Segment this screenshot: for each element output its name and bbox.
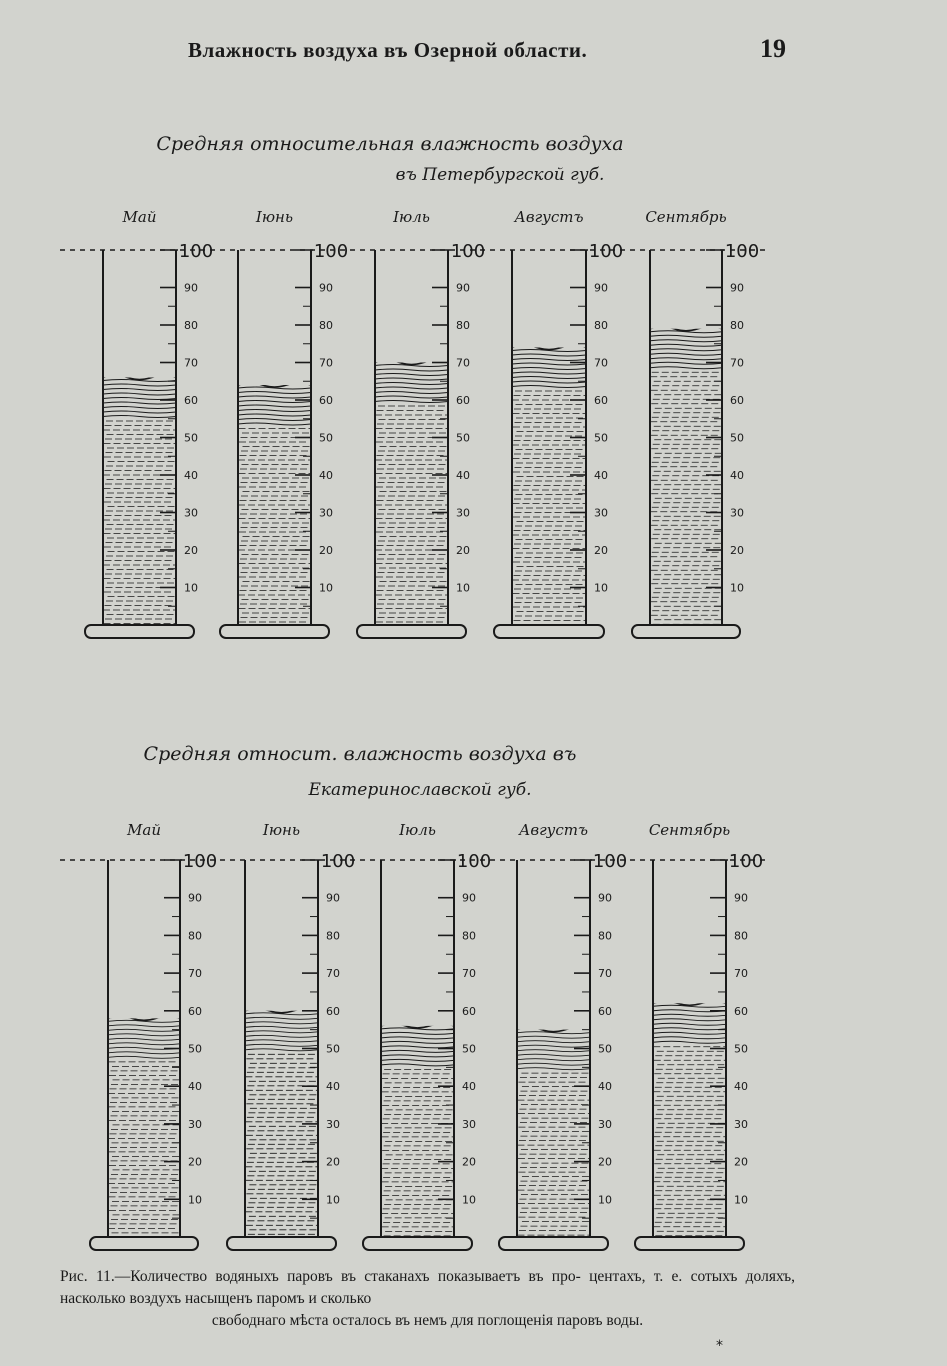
tick-label: 10 bbox=[188, 1193, 202, 1207]
cylinder-base bbox=[499, 1237, 608, 1250]
tick-label: 90 bbox=[326, 891, 340, 905]
caption-line-2: центахъ, т. е. сотыхъ доляхъ, насколько воздухъ насыщенъ паромъ и сколько bbox=[60, 1268, 796, 1307]
tick-label: 60 bbox=[326, 1004, 340, 1018]
tick-label: 30 bbox=[456, 506, 470, 520]
cylinder-1 bbox=[90, 821, 217, 1250]
tick-label: 60 bbox=[319, 394, 333, 407]
tick-label: 20 bbox=[188, 1155, 202, 1169]
tick-label: 60 bbox=[462, 1004, 476, 1018]
page-number: 19 bbox=[760, 34, 786, 63]
cylinder-2 bbox=[227, 821, 355, 1250]
tick-label: 10 bbox=[184, 581, 198, 595]
tick-label: 80 bbox=[456, 319, 470, 332]
tick-label: 80 bbox=[184, 319, 198, 332]
caption-line-3: свободнаго мѣста осталось въ немъ для поглощенія паровъ воды. bbox=[211, 1312, 644, 1329]
tick-label: 100 bbox=[588, 241, 624, 262]
tick-label: 80 bbox=[188, 929, 202, 943]
tick-label: 100 bbox=[178, 241, 214, 262]
tick-label: 30 bbox=[730, 506, 744, 520]
tick-label: 30 bbox=[734, 1117, 748, 1131]
cylinder-2 bbox=[220, 208, 348, 638]
tick-label: 90 bbox=[734, 891, 748, 905]
tick-label: 40 bbox=[456, 469, 470, 482]
liquid-bar bbox=[512, 346, 591, 621]
month-label: Августъ bbox=[519, 821, 588, 839]
tick-label: 50 bbox=[326, 1042, 340, 1056]
tick-label: 30 bbox=[326, 1117, 340, 1131]
tick-label: 50 bbox=[456, 431, 470, 445]
tick-label: 50 bbox=[462, 1042, 476, 1056]
cylinder-base bbox=[494, 625, 604, 638]
tick-label: 60 bbox=[734, 1004, 748, 1018]
tick-label: 40 bbox=[188, 1080, 202, 1094]
cylinder-3 bbox=[357, 208, 485, 638]
tick-label: 80 bbox=[734, 929, 748, 943]
liquid-bar bbox=[103, 376, 181, 624]
tick-label: 30 bbox=[598, 1117, 612, 1131]
cylinder-base bbox=[632, 625, 740, 638]
tick-label: 70 bbox=[734, 967, 748, 981]
cylinder-5 bbox=[632, 208, 759, 638]
tick-label: 100 bbox=[592, 851, 628, 872]
tick-label: 20 bbox=[456, 544, 470, 557]
cylinder-base bbox=[227, 1237, 336, 1250]
chart-title: Средняя относительная влажность воздуха bbox=[156, 133, 624, 155]
tick-label: 50 bbox=[598, 1042, 612, 1056]
tick-label: 30 bbox=[188, 1117, 202, 1131]
tick-label: 20 bbox=[326, 1155, 340, 1169]
tick-label: 60 bbox=[184, 394, 198, 407]
tick-label: 90 bbox=[462, 891, 476, 905]
tick-label: 40 bbox=[319, 469, 333, 482]
tick-label: 10 bbox=[319, 581, 333, 595]
chart-panel-1 bbox=[60, 133, 770, 638]
tick-label: 10 bbox=[598, 1193, 612, 1207]
month-label: Май bbox=[127, 821, 161, 839]
tick-label: 70 bbox=[326, 967, 340, 981]
tick-label: 70 bbox=[598, 967, 612, 981]
tick-label: 40 bbox=[594, 469, 608, 482]
tick-label: 20 bbox=[184, 544, 198, 557]
cylinder-base bbox=[220, 625, 329, 638]
tick-label: 40 bbox=[598, 1080, 612, 1094]
tick-label: 100 bbox=[182, 851, 218, 872]
figure-caption bbox=[60, 1266, 795, 1332]
month-label: Іюль bbox=[393, 208, 430, 226]
tick-label: 100 bbox=[728, 851, 764, 872]
tick-label: 50 bbox=[734, 1042, 748, 1056]
tick-label: 10 bbox=[326, 1193, 340, 1207]
tick-label: 60 bbox=[456, 394, 470, 407]
tick-label: 80 bbox=[594, 319, 608, 332]
cylinder-3 bbox=[363, 821, 491, 1250]
caption-line-1: Рис. 11.—Количество водяныхъ паровъ въ стаканахъ показываетъ въ про- bbox=[60, 1268, 581, 1285]
tick-label: 50 bbox=[319, 431, 333, 445]
tick-label: 60 bbox=[594, 394, 608, 407]
tick-label: 20 bbox=[734, 1155, 748, 1169]
tick-label: 50 bbox=[184, 431, 198, 445]
tick-label: 100 bbox=[724, 241, 760, 262]
tick-label: 100 bbox=[450, 241, 486, 262]
month-label: Іюль bbox=[399, 821, 436, 839]
tick-label: 70 bbox=[184, 356, 198, 370]
tick-label: 90 bbox=[319, 281, 333, 295]
cylinder-base bbox=[357, 625, 466, 638]
tick-label: 20 bbox=[594, 544, 608, 557]
tick-label: 70 bbox=[319, 356, 333, 370]
month-label: Августъ bbox=[514, 208, 584, 226]
tick-label: 80 bbox=[326, 929, 340, 943]
tick-label: 50 bbox=[730, 431, 744, 445]
tick-label: 40 bbox=[734, 1080, 748, 1094]
tick-label: 80 bbox=[730, 319, 744, 332]
month-label: Май bbox=[122, 208, 157, 226]
cylinder-5 bbox=[635, 821, 763, 1250]
tick-label: 100 bbox=[456, 851, 492, 872]
tick-label: 40 bbox=[184, 469, 198, 482]
month-label: Сентябрь bbox=[648, 821, 731, 839]
tick-label: 90 bbox=[188, 891, 202, 905]
tick-label: 40 bbox=[326, 1080, 340, 1094]
tick-label: 40 bbox=[730, 469, 744, 482]
tick-label: 20 bbox=[598, 1155, 612, 1169]
cylinder-base bbox=[90, 1237, 198, 1250]
tick-label: 90 bbox=[598, 891, 612, 905]
cylinder-base bbox=[363, 1237, 472, 1250]
chart-panel-2 bbox=[60, 743, 770, 1250]
tick-label: 50 bbox=[594, 431, 608, 445]
tick-label: 70 bbox=[730, 356, 744, 370]
running-title: Влажность воздуха въ Озерной области. bbox=[188, 38, 588, 62]
tick-label: 10 bbox=[734, 1193, 748, 1207]
chart-subtitle: въ Петербургской губ. bbox=[395, 165, 605, 185]
tick-label: 70 bbox=[594, 356, 608, 370]
tick-label: 10 bbox=[462, 1193, 476, 1207]
tick-label: 30 bbox=[184, 506, 198, 520]
cylinder-4 bbox=[494, 208, 623, 638]
tick-label: 20 bbox=[319, 544, 333, 557]
tick-label: 50 bbox=[188, 1042, 202, 1056]
tick-label: 10 bbox=[456, 581, 470, 595]
tick-label: 90 bbox=[730, 281, 744, 295]
tick-label: 40 bbox=[462, 1080, 476, 1094]
month-label: Іюнь bbox=[262, 821, 301, 839]
cylinder-1 bbox=[85, 208, 213, 638]
tick-label: 10 bbox=[594, 581, 608, 595]
month-label: Іюнь bbox=[255, 208, 294, 226]
tick-label: 30 bbox=[319, 506, 333, 520]
tick-label: 90 bbox=[184, 281, 198, 295]
tick-label: 30 bbox=[594, 506, 608, 520]
tick-label: 100 bbox=[320, 851, 356, 872]
cylinder-base bbox=[635, 1237, 744, 1250]
tick-label: 20 bbox=[462, 1155, 476, 1169]
liquid-bar bbox=[381, 1024, 459, 1236]
cylinder-base bbox=[85, 625, 194, 638]
tick-label: 90 bbox=[456, 281, 470, 295]
tick-label: 20 bbox=[730, 544, 744, 557]
footer-mark: * bbox=[716, 1338, 723, 1354]
tick-label: 10 bbox=[730, 581, 744, 595]
tick-label: 90 bbox=[594, 281, 608, 295]
tick-label: 80 bbox=[598, 929, 612, 943]
liquid-bar bbox=[517, 1028, 595, 1236]
tick-label: 30 bbox=[462, 1117, 476, 1131]
liquid-bar bbox=[653, 1001, 731, 1236]
tick-label: 80 bbox=[319, 319, 333, 332]
tick-label: 100 bbox=[313, 241, 349, 262]
tick-label: 70 bbox=[462, 967, 476, 981]
chart-subtitle: Екатеринославской губ. bbox=[308, 780, 532, 800]
tick-label: 80 bbox=[462, 929, 476, 943]
chart-title: Средняя относит. влажность воздуха въ bbox=[143, 743, 577, 765]
month-label: Сентябрь bbox=[645, 208, 727, 226]
tick-label: 70 bbox=[456, 356, 470, 370]
tick-label: 70 bbox=[188, 967, 202, 981]
tick-label: 60 bbox=[730, 394, 744, 407]
tick-label: 60 bbox=[188, 1004, 202, 1018]
liquid-bar bbox=[245, 1009, 323, 1235]
cylinder-4 bbox=[499, 821, 627, 1250]
tick-label: 60 bbox=[598, 1004, 612, 1018]
